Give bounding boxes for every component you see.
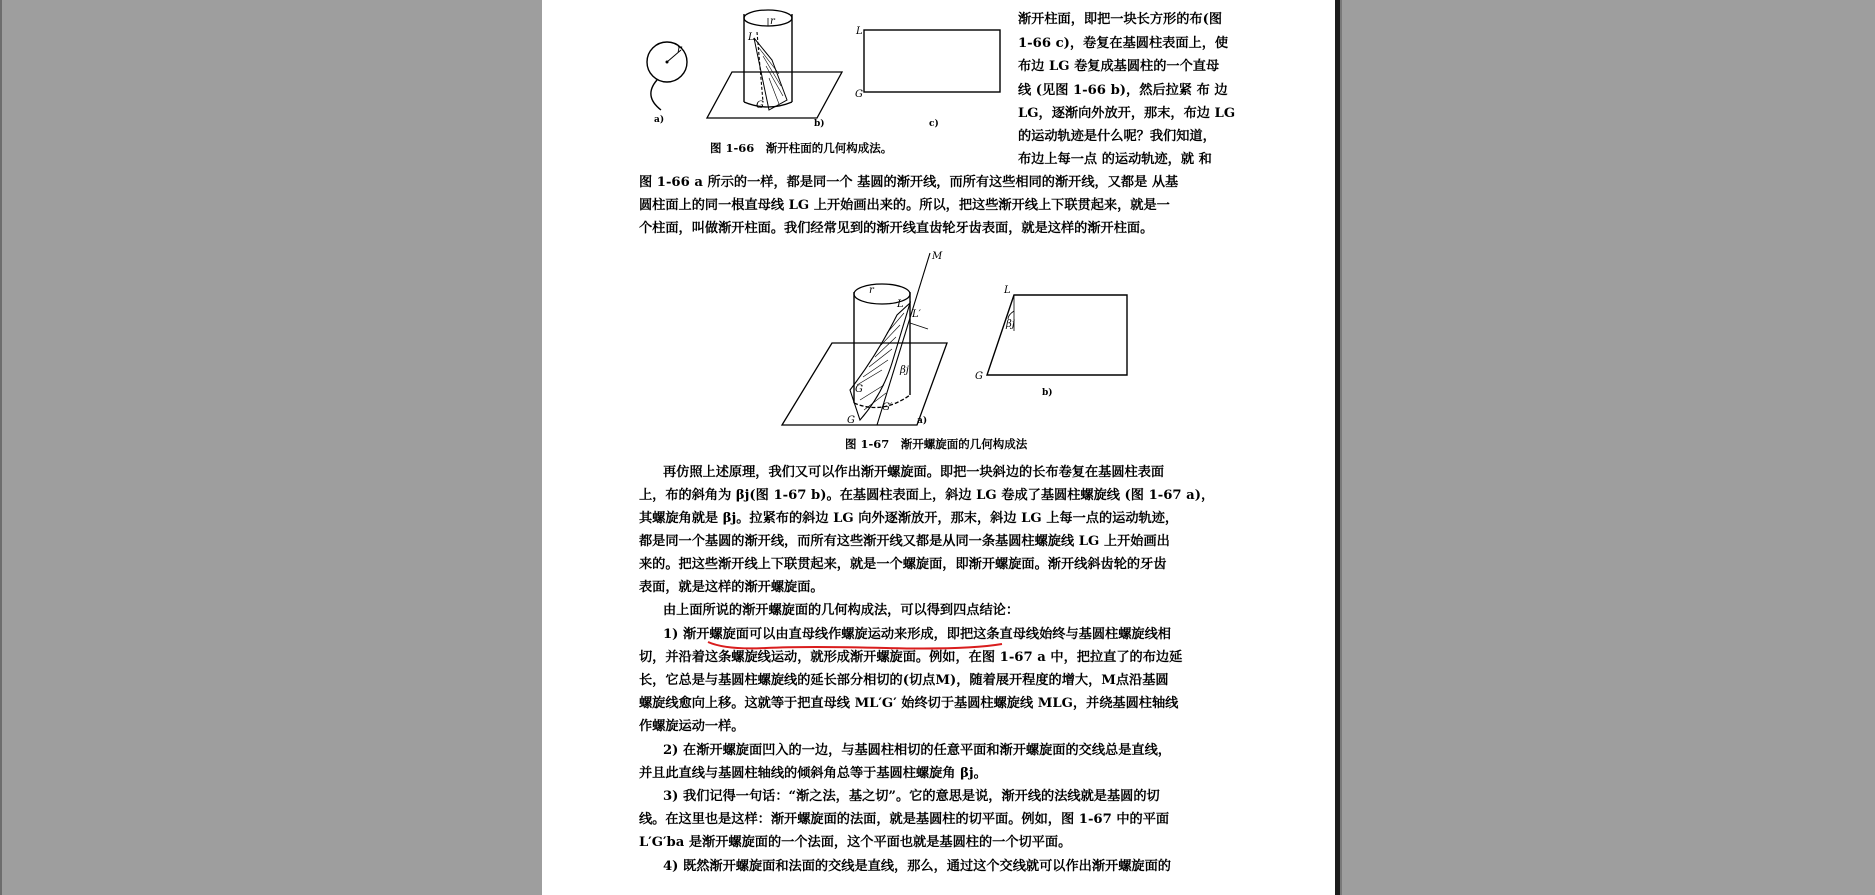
fig66-caption: 图 1-66 渐开柱面的几何构成法。	[710, 141, 893, 155]
top-text-line-7: 布边上每一点 的运动轨迹，就 和	[1018, 152, 1212, 167]
fig66-label-a: a)	[654, 115, 665, 125]
top-text-line-5: LG，逐渐向外放开，那末，布边 LG	[1018, 106, 1236, 121]
fig67-label-Gp: G′	[882, 402, 893, 413]
fig67-label-Lb: L	[1004, 285, 1011, 296]
fig66-label-b: b)	[814, 119, 825, 129]
top-text-line-2: 1-66 c)，卷复在基圆柱表面上，使	[1018, 36, 1229, 51]
top-text-line-6: 的运动轨迹是什么呢？我们知道，	[1018, 129, 1216, 144]
para2-line-5: 来的。把这些渐开线上下联贯起来，就是一个螺旋面，即渐开螺旋面。渐开线斜齿轮的牙齿	[639, 557, 1167, 572]
top-text-line-1: 渐开柱面，即把一块长方形的布(图	[1018, 12, 1223, 27]
para2-line-1: 再仿照上述原理，我们又可以作出渐开螺旋面。即把一块斜边的长布卷复在基圆柱表面	[663, 465, 1165, 480]
fig67-caption: 图 1-67 渐开螺旋面的几何构成法	[845, 437, 1028, 451]
para1-line-2: 圆柱面上的同一根直母线 LG 上开始画出来的。所以，把这些渐开线上下联贯起来，就是一	[639, 198, 1170, 213]
fig66-label-G: G	[756, 100, 764, 111]
point1-line-3: 长，它总是与基圆柱螺旋线的延长部分相切的(切点M)，随着展开程度的增大，M点沿基圆	[639, 673, 1169, 688]
fig66-label-r2: r	[770, 16, 775, 27]
fig66-label-Gc: G	[855, 89, 863, 100]
para2-line-6: 表面，就是这样的渐开螺旋面。	[639, 580, 824, 595]
fig67-label-L: L	[897, 299, 904, 310]
viewer-left-border	[0, 0, 2, 895]
point1-line-5: 作螺旋运动一样。	[639, 719, 745, 734]
page-shadow	[1340, 0, 1342, 895]
point3-line-3: L′G′ba 是渐开螺旋面的一个法面，这个平面也就是基圆柱的一个切平面。	[639, 835, 1072, 850]
para1-line-3: 个柱面，叫做渐开柱面。我们经常见到的渐开线直齿轮牙齿表面，就是这样的渐开柱面。	[639, 221, 1154, 236]
top-text-line-4: 线 (见图 1-66 b)，然后拉紧 布 边	[1018, 83, 1228, 98]
fig67-label-Lp: L′	[912, 309, 921, 320]
fig67-label-beta: βj	[900, 365, 909, 376]
point3-line-2: 线。在这里也是这样：渐开螺旋面的法面，就是基圆柱的切平面。例如，图 1-67 中的平面	[639, 812, 1170, 827]
fig67-label-beta-b: βj	[1006, 319, 1015, 330]
point4-line-1: 4) 既然渐开螺旋面和法面的交线是直线，那么，通过这个交线就可以作出渐开螺旋面的	[663, 859, 1171, 874]
fig67-label-r: r	[869, 285, 874, 296]
point1-line-4: 螺旋线愈向上移。这就等于把直母线 ML′G′ 始终切于基圆柱螺旋线 MLG，并绕基圆柱轴线	[639, 696, 1179, 711]
point1-line-1: 1) 渐开螺旋面可以由直母线作螺旋运动来形成，即把这条直母线始终与基圆柱螺旋线相	[663, 627, 1171, 642]
para2-line-2: 上，布的斜角为 βj(图 1-67 b)。在基圆柱表面上，斜边 LG 卷成了基圆柱螺旋线 (图 1-67 a)，	[639, 488, 1215, 503]
fig66-label-c: c)	[929, 119, 939, 129]
fig67-label-Gb: G	[975, 371, 983, 382]
point2-line-2: 并且此直线与基圆柱轴线的倾斜角总等于基圆柱螺旋角 βj。	[639, 766, 987, 781]
top-text-line-3: 布边 LG 卷复成基圆柱的一个直母	[1018, 59, 1220, 74]
figure-1-67	[732, 245, 1192, 435]
document-page	[542, 0, 1335, 895]
para2-line-4: 都是同一个基圆的渐开线，而所有这些渐开线又都是从同一条基圆柱螺旋线 LG 上开始画出	[639, 534, 1170, 549]
fig66-label-r: r	[677, 44, 682, 55]
point1-line-2: 切，并沿着这条螺旋线运动，就形成渐开螺旋面。例如，在图 1-67 a 中，把拉直了的布边延	[639, 650, 1183, 665]
point2-line-1: 2) 在渐开螺旋面凹入的一边，与基圆柱相切的任意平面和渐开螺旋面的交线总是直线，	[663, 743, 1171, 758]
fig66-label-L: L	[748, 32, 755, 43]
fig67-label-M: M	[932, 251, 943, 262]
para2-line-3: 其螺旋角就是 βj。拉紧布的斜边 LG 向外逐渐放开，那末，斜边 LG 上每一点的运动轨迹，	[639, 511, 1179, 526]
fig66-label-Lc: L	[856, 26, 863, 37]
red-underline-annotation	[706, 636, 1006, 656]
para3-line-1: 由上面所说的渐开螺旋面的几何构成法，可以得到四点结论：	[663, 603, 1020, 618]
para1-line-1: 图 1-66 a 所示的一样，都是同一个 基圆的渐开线，而所有这些相同的渐开线，又都是 从基	[639, 175, 1179, 190]
fig67-label-a: a)	[917, 416, 928, 426]
figure-1-66	[637, 0, 1007, 140]
fig67-label-b: b)	[1042, 388, 1053, 398]
fig67-label-G2: G	[847, 415, 855, 426]
fig67-label-G1: G	[855, 384, 863, 395]
point3-line-1: 3) 我们记得一句话：“渐之法，基之切”。它的意思是说，渐开线的法线就是基圆的切	[663, 789, 1160, 804]
